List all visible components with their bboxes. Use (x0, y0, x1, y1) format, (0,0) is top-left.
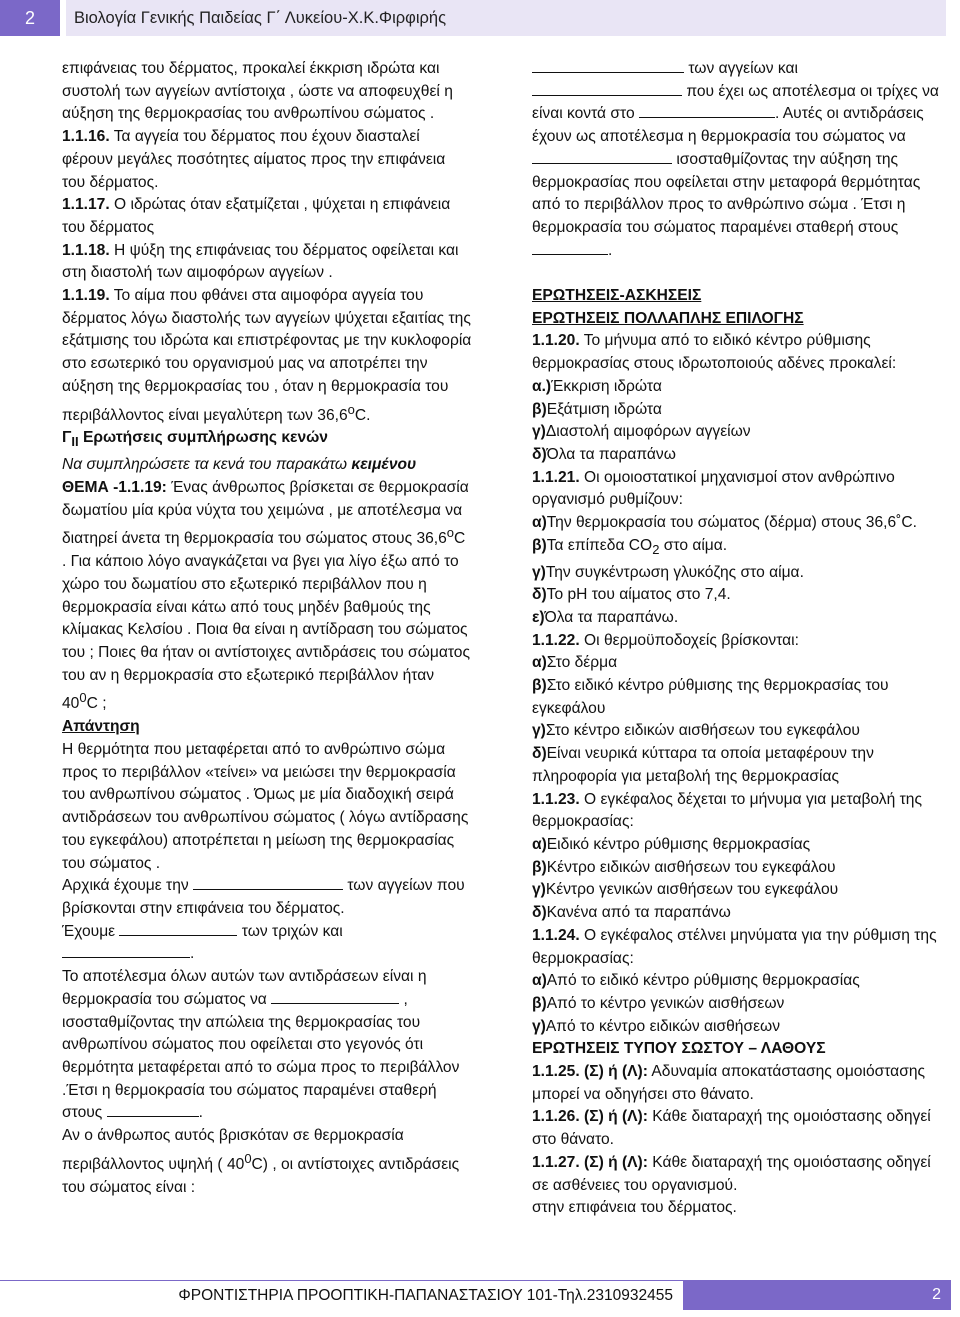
option[interactable] (532, 607, 944, 630)
section-sub: ΙΙ (71, 434, 79, 450)
question-text: Οι ομοιοστατικοί μηχανισμοί στον ανθρώπινο οργανισμό ρυθμίζουν: (532, 468, 895, 509)
option-label: α) (532, 654, 547, 672)
answer-text: Αν ο άνθρωπος αυτός βρισκόταν σε θερμοκρασία περιβάλλοντος υψηλή ( 40 (62, 1127, 404, 1173)
section-title-text: Ερωτήσεις συμπλήρωσης κενών (78, 429, 328, 447)
answer-text: . (608, 241, 613, 259)
left-column (62, 58, 472, 1199)
answer-blank-line (62, 966, 472, 1125)
option-text: Κέντρο ειδικών αισθήσεων του εγκεφάλου (546, 858, 836, 876)
statement-number: 1.1.17. (62, 196, 110, 214)
option[interactable] (532, 652, 944, 675)
answer-text: Έχουμε (62, 922, 120, 940)
paragraph: στην επιφάνεια του δέρματος. (532, 1199, 737, 1217)
question-number: 1.1.22. (532, 631, 580, 649)
option[interactable] (532, 376, 944, 399)
option-label: δ) (532, 745, 547, 763)
thema-label: ΘΕΜΑ -1.1.19: (62, 478, 167, 496)
option[interactable] (532, 444, 944, 467)
answer-blank-line (62, 875, 472, 920)
option[interactable] (532, 399, 944, 422)
blank-field[interactable] (119, 921, 237, 936)
question-1-1-24 (532, 925, 944, 970)
option[interactable] (532, 512, 944, 535)
statement-1-1-19 (62, 285, 472, 427)
answer-text: . (198, 1104, 203, 1122)
statement-1-1-18 (62, 240, 472, 285)
question-1-1-26 (532, 1106, 944, 1151)
option[interactable] (532, 720, 944, 743)
statement-text: Το αίμα που φθάνει στα αιμοφόρα αγγεία του δέρματος λόγω διαστολής των αγγείων ψύχεται εξαιτίας της εξάτμισης του ιδρώτα και επιστρέφοντας με την κυκλοφορία στο εσωτερικό του οργανισμού μας να αποτρέπει την αύξηση της θερμοκρασίας του , όταν η θερμοκρασία του περιβάλλοντος είναι μεγαλύτερη των 36,6 (62, 287, 472, 424)
question-1-1-21 (532, 467, 944, 512)
question-text: Κάθε διαταραχή της ομοιόστασης οδηγεί σε ασθένειες του οργανισμού. (532, 1153, 931, 1194)
option[interactable] (532, 421, 944, 444)
blank-field[interactable] (532, 240, 608, 255)
answer-text: Η θερμότητα που μεταφέρεται από το ανθρώπινο σώμα προς το περιβάλλον «τείνει» να μειώσει την θερμοκρασία του ανθρωπίνου σώματος . Όμως με μία διαδοχική σειρά αντιδράσεων του ανθρωπίνου σώματος ( λόγω αντίδρασης του εγκεφάλου) αποτρέπεται η μείωση της θερμοκρασίας του σώματος . (62, 741, 469, 872)
thema-text: Ένας άνθρωπος βρίσκεται σε θερμοκρασία δωματίου μία κρύα νύχτα του χειμώνα , με αποτέλεσμα να διατηρεί άνετα τη θερμοκρασία του σώματος στους 36,6 (62, 478, 469, 548)
spacer (532, 262, 944, 285)
option-text: Κέντρο γενικών αισθήσεων του εγκεφάλου (545, 881, 839, 899)
option-label: β) (532, 994, 547, 1012)
page-header (0, 0, 960, 36)
statement-1-1-17 (62, 194, 472, 239)
blank-field[interactable] (271, 989, 399, 1004)
degree-sup: ο (446, 525, 455, 541)
question-number: 1.1.21. (532, 468, 580, 486)
option[interactable] (532, 535, 944, 562)
option-text: Είναι νευρικά κύτταρα τα οποία μεταφέρουν την πληροφορία για μεταβολή της θερμοκρασίας (532, 745, 874, 785)
option-text: Τα επίπεδα CO (546, 536, 653, 554)
option-label: δ) (532, 586, 547, 604)
option-text: Εξάτμιση ιδρώτα (546, 400, 662, 418)
option-label: γ) (532, 881, 546, 899)
statement-text: C. (354, 406, 371, 424)
option-text: Την θερμοκρασία του σώματος (δέρμα) στους 36,6˚C. (546, 514, 917, 532)
answer-text: των αγγείων που βρίσκονται στην επιφάνεια του δέρματος. (62, 877, 465, 917)
answer-text: των τριχών και (237, 922, 343, 940)
option-text: Από το ειδικό κέντρο ρύθμισης θερμοκρασίας (546, 972, 860, 990)
question-text: Ο εγκέφαλος δέχεται το μήνυμα για μεταβολή της θερμοκρασίας: (532, 790, 922, 831)
option-label: β) (532, 677, 547, 695)
option[interactable] (532, 584, 944, 607)
question-number: 1.1.24. (532, 926, 580, 944)
answer-label: Απάντηση (62, 718, 140, 736)
question-1-1-25 (532, 1061, 944, 1106)
question-number: 1.1.26. (Σ) ή (Λ): (532, 1108, 648, 1126)
option-label: α) (532, 514, 547, 532)
option-text: Στο δέρμα (546, 654, 618, 672)
paragraph: επιφάνειας του δέρματος, προκαλεί έκκριση ιδρώτα και συστολή των αγγείων αντίστοιχα , ώστε να αποφευχθεί η αύξηση της θερμοκρασίας του ανθρωπίνου σώματος . (62, 60, 453, 123)
thema-text: C . Για κάποιο λόγο αναγκάζεται να βγει για λίγο έξω από το χώρο του δωματίου στο εξωτερικό περιβάλλον που η θερμοκρασία είναι κάτω από τους μηδέν βαθμούς της κλίμακας Κελσίου . Ποια θα είναι η αντίδραση του σώματος του ; Ποιες θα ήταν οι αντίστοιχες αντιδράσεις του σώματος του αν η θερμοκρασία στο εξωτερικό περιβάλλον ήταν 40 (62, 530, 470, 713)
option[interactable] (532, 902, 944, 925)
option-label: δ) (532, 445, 547, 463)
option-text: Ειδικό κέντρο ρύθμισης θερμοκρασίας (546, 836, 811, 853)
section-letter: Γ (62, 429, 72, 447)
question-number: 1.1.25. (Σ) ή (Λ): (532, 1063, 648, 1081)
statement-number: 1.1.16. (62, 128, 110, 146)
instruction (62, 454, 472, 477)
option[interactable] (532, 879, 944, 902)
answer-blank-line (62, 943, 472, 966)
option-text: Στο ειδικό κέντρο ρύθμισης της θερμοκρασίας του εγκεφάλου (532, 677, 889, 717)
option-text: Όλα τα παραπάνω (546, 445, 676, 463)
section-title-multiple-choice: ΕΡΩΤΗΣΕΙΣ ΠΟΛΛΑΠΛΗΣ ΕΠΙΛΟΓΗΣ (532, 309, 804, 327)
answer-text: που έχει ως αποτέλεσμα οι τρίχες να είναι κοντά στο (532, 82, 939, 123)
option[interactable] (532, 834, 944, 857)
statement-number: 1.1.18. (62, 241, 110, 259)
option[interactable] (532, 743, 944, 788)
option-text: στο αίμα. (659, 536, 728, 554)
option-label: β) (532, 400, 547, 418)
answer-text: . Αυτές οι αντιδράσεις έχουν ως αποτέλεσμα η θερμοκρασία του σώματος να (532, 105, 924, 146)
option[interactable] (532, 970, 944, 993)
option-label: γ) (532, 1017, 546, 1035)
question-text: Ο εγκέφαλος στέλνει μηνύματα για την ρύθμιση της θερμοκρασίας: (532, 926, 937, 967)
question-number: 1.1.23. (532, 790, 580, 808)
subscript: 2 (652, 541, 660, 557)
option-text: Την συγκέντρωση γλυκόζης στο αίμα. (545, 563, 804, 581)
answer-blank-line (62, 921, 472, 944)
section-title-fill-blanks (62, 427, 472, 454)
blank-field[interactable] (532, 58, 684, 73)
thema-text: C ; (86, 695, 107, 713)
option[interactable] (532, 1016, 944, 1039)
question-1-1-22 (532, 630, 944, 653)
section-title-true-false: ΕΡΩΤΗΣΕΙΣ ΤΥΠΟΥ ΣΩΣΤΟΥ – ΛΑΘΟΥΣ (532, 1040, 826, 1058)
header-page-number: 2 (0, 0, 60, 36)
option[interactable] (532, 562, 944, 585)
question-text: Κάθε διαταραχή της ομοιόστασης οδηγεί στο θάνατο. (532, 1108, 931, 1149)
option[interactable] (532, 675, 944, 720)
option-label: γ) (532, 563, 546, 581)
right-column (532, 58, 944, 1220)
option-label: ε) (532, 608, 545, 626)
answer-text: ισοσταθμίζοντας την αύξηση της θερμοκρασίας που οφείλεται στην μεταφορά θερμότητας από το περιβάλλον προς το ανθρώπινο σώμα . Έτσι η θερμοκρασία του σώματος παραμένει σταθερή στους (532, 150, 921, 236)
option-text: Από το κέντρο ειδικών αισθήσεων (545, 1017, 781, 1035)
section-title-exercises: ΕΡΩΤΗΣΕΙΣ-ΑΣΚΗΣΕΙΣ (532, 287, 702, 305)
statement-number: 1.1.19. (62, 287, 110, 305)
option[interactable] (532, 993, 944, 1016)
degree-sup: 0 (244, 1150, 252, 1166)
answer-text (62, 1125, 472, 1199)
answer-blank-line (532, 58, 944, 262)
degree-sup: 0 (79, 690, 87, 706)
question-text: Το μήνυμα από το ειδικό κέντρο ρύθμισης θερμοκρασίας στους ιδρωτοποιούς αδένες προκαλεί: (532, 332, 897, 373)
option-text: Κανένα από τα παραπάνω (546, 904, 731, 922)
option-label: γ) (532, 722, 546, 740)
blank-field[interactable] (107, 1102, 199, 1117)
statement-text: Τα αγγεία του δέρματος που έχουν διασταλεί φέρουν μεγάλες ποσότητες αίματος προς την επιφάνεια του δέρματος. (62, 128, 446, 191)
option-text: Διαστολή αιμοφόρων αγγείων (545, 423, 751, 441)
answer-text: C) , οι αντίστοιχες αντιδράσεις του σώματος είναι : (62, 1155, 460, 1196)
answer-text: . (190, 945, 195, 963)
question-text: Οι θερμοϋποδοχείς βρίσκονται: (579, 631, 799, 649)
header-title: Βιολογία Γενικής Παιδείας Γ΄ Λυκείου-Χ.Κ.Φιρφιρής (66, 0, 946, 36)
question-1-1-20 (532, 330, 944, 375)
option-label: β) (532, 858, 547, 876)
option-label: γ) (532, 423, 546, 441)
question-number: 1.1.27. (Σ) ή (Λ): (532, 1153, 648, 1171)
answer-text: Το αποτέλεσμα όλων αυτών των αντιδράσεων είναι η θερμοκρασία του σώματος να (62, 968, 427, 1008)
blank-field[interactable] (639, 103, 775, 118)
question-number: 1.1.20. (532, 332, 580, 350)
question-text: Αδυναμία αποκατάστασης ομοιόστασης μπορεί να οδηγήσει στο θάνατο. (532, 1063, 926, 1103)
footer-page-number: 2 (683, 1280, 951, 1310)
footer-text: ΦΡΟΝΤΙΣΤΗΡΙΑ ΠΡΟΟΠΤΙΚΗ-ΠΑΠΑΝΑΣΤΑΣΙΟΥ 101-Τηλ.2310932455 (0, 1280, 683, 1310)
question-1-1-27 (532, 1152, 944, 1197)
page-footer (0, 1280, 960, 1310)
statement-text: Ο ιδρώτας όταν εξατμίζεται , ψύχεται η επιφάνεια του δέρματος (62, 196, 451, 236)
statement-1-1-16 (62, 126, 472, 194)
option-label: α) (532, 836, 547, 853)
option-text: Όλα τα παραπάνω. (544, 608, 679, 626)
thema (62, 477, 472, 716)
degree-sup: ο (347, 401, 355, 417)
option-text: Έκκριση ιδρώτα (551, 377, 662, 395)
option-label: α) (532, 972, 547, 990)
answer-text: , ισοσταθμίζοντας την απώλεια της θερμοκρασίας του ανθρωπίνου σώματος που οφείλεται στο γεγονός ότι θερμότητα μεταφέρεται από το σώμα προς το περιβάλλον .Έτσι η θερμοκρασία του σώματος παραμένει σταθερή στους (62, 990, 460, 1122)
answer-text: των αγγείων και (684, 60, 798, 77)
option-label: δ) (532, 904, 547, 922)
blank-field[interactable] (193, 875, 343, 890)
question-1-1-23 (532, 789, 944, 834)
blank-field[interactable] (532, 149, 672, 164)
option-label: β) (532, 536, 547, 554)
blank-field[interactable] (62, 943, 190, 958)
instruction-bold: κειμένου (351, 456, 417, 474)
blank-field[interactable] (532, 81, 682, 96)
instruction-text: Να συμπληρώσετε τα κενά του παρακάτω (62, 456, 352, 474)
statement-text: Η ψύξη της επιφάνειας του δέρματος οφείλεται και στη διαστολή των αιμοφόρων αγγείων . (62, 241, 459, 282)
option-text: Το pH του αίματος στο 7,4. (546, 586, 731, 604)
option-label: α.) (532, 377, 552, 395)
option-text: Στο κέντρο ειδικών αισθήσεων του εγκεφάλου (545, 722, 860, 740)
answer-text: Αρχικά έχουμε την (62, 877, 194, 895)
option-text: Από το κέντρο γενικών αισθήσεων (546, 994, 785, 1012)
option[interactable] (532, 857, 944, 880)
